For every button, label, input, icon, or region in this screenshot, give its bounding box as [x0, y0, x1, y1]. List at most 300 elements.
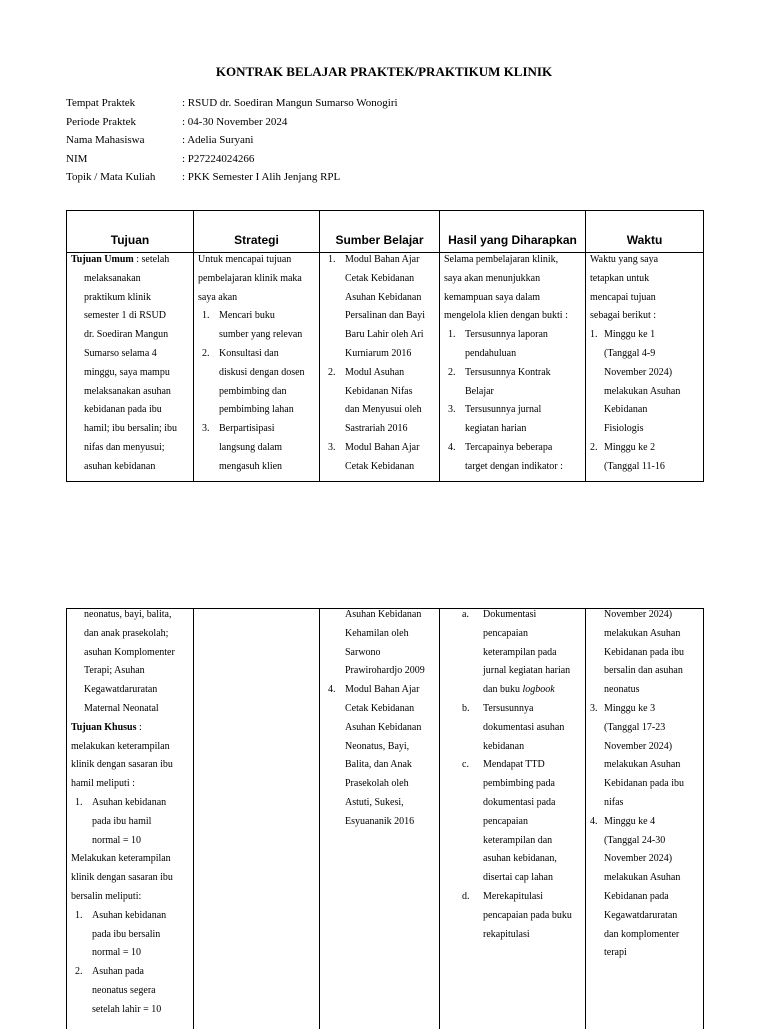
tujuan-line: [71, 364, 191, 383]
text-span: Baru Lahir oleh Ari: [345, 329, 424, 341]
hasil-subitem-line: [444, 606, 583, 625]
text-span: Minggu ke 3: [604, 702, 656, 714]
text-span: dokumentasi pada: [483, 796, 556, 808]
tujuan-item-line: [71, 1001, 191, 1020]
text-span: Kurniarum 2016: [345, 347, 412, 359]
cell-tujuan: [71, 251, 191, 477]
waktu-intro-line: [590, 270, 701, 289]
item-number: 1.: [328, 254, 336, 265]
column-waktu: [586, 211, 703, 481]
sumber-item-line: [324, 775, 437, 794]
text-span: kemampuan saya dalam: [444, 291, 541, 303]
item-number: 3.: [590, 702, 598, 714]
text-span: Dokumentasi: [483, 609, 537, 620]
info-value: : Adelia Suryani: [182, 134, 254, 147]
hasil-subitem-line: [444, 926, 583, 945]
text-span: (Tanggal 17-23: [604, 721, 666, 733]
hasil-subitem-line: [444, 907, 583, 926]
text-span: Esyuananik 2016: [345, 815, 415, 827]
text-span: asuhan kebidanan,: [483, 853, 557, 865]
item-number: 1.: [75, 909, 83, 921]
waktu-item-line: [590, 869, 701, 888]
column-strategi: [194, 211, 320, 481]
item-number: 2.: [590, 441, 598, 453]
text-span: melakukan Asuhan: [604, 872, 681, 884]
text-span: melakukan Asuhan: [604, 385, 681, 397]
text-span: Tersusunnya laporan: [465, 329, 548, 341]
text-span: : setelah: [133, 254, 170, 265]
text-span: Kebidanan Nifas: [345, 385, 413, 397]
hasil-subitem-line: [444, 888, 583, 907]
waktu-item-line: [590, 420, 701, 439]
sumber-item-line: [324, 681, 437, 700]
waktu-item-line: [590, 756, 701, 775]
text-span: Sarwono: [345, 646, 381, 658]
text-span: sebagai berikut :: [590, 310, 657, 322]
info-row-periode: [66, 113, 398, 132]
info-label: NIM: [66, 152, 88, 165]
sumber-item-line: [324, 756, 437, 775]
text-span: Asuhan Kebidanan: [345, 291, 422, 303]
item-number: 4.: [590, 815, 598, 827]
text-span: Sumarso selama 4: [84, 347, 157, 359]
tujuan-line: [71, 307, 191, 326]
text-span: mencapai tujuan: [590, 291, 656, 303]
text-span: melakukan Asuhan: [604, 627, 681, 639]
text-span: Tersusunnya: [483, 702, 534, 714]
text-span: mengasuh klien: [219, 460, 283, 472]
waktu-line: [590, 625, 701, 644]
tujuan-khusus-line: [71, 775, 191, 794]
info-value: : PKK Semester I Alih Jenjang RPL: [182, 171, 341, 184]
info-label: Periode Praktek: [66, 115, 136, 128]
text-span: November 2024): [604, 740, 673, 752]
info-label: Topik / Mata Kuliah: [66, 171, 156, 184]
item-number: 3.: [202, 423, 210, 435]
hasil-intro-line: [444, 270, 583, 289]
item-number: 2.: [202, 347, 210, 359]
text-span: Berpartisipasi: [219, 423, 275, 435]
text-span: keterampilan dan: [483, 834, 553, 846]
text-span: kebidanan pada ibu: [84, 404, 162, 416]
text-span: Kehamilan oleh: [345, 627, 409, 639]
text-span: keterampilan pada: [483, 646, 557, 658]
cell-waktu: [590, 251, 701, 477]
waktu-item-line: [590, 944, 701, 963]
tujuan-item-line: [71, 963, 191, 982]
strategi-item-line: [198, 307, 317, 326]
hasil-item-line: [444, 383, 583, 402]
waktu-item-line: [590, 813, 701, 832]
hasil-subitem-line: [444, 850, 583, 869]
hasil-subitem-line: [444, 794, 583, 813]
info-block: [66, 94, 398, 187]
text-span: pencapaian: [483, 815, 528, 827]
text-span: Mendapat TTD: [483, 759, 545, 771]
hasil-item-line: [444, 439, 583, 458]
item-number: 4.: [448, 441, 456, 453]
text-span: jurnal kegiatan harian: [483, 665, 571, 677]
text-span: Asuhan kebidanan: [92, 909, 167, 921]
text-span: melakukan keterampilan: [71, 740, 170, 752]
text-span: nifas: [604, 796, 624, 808]
cell-hasil: [444, 251, 583, 477]
hasil-subitem-line: [444, 719, 583, 738]
hasil-subitem-line: [444, 700, 583, 719]
text-span: Tujuan Umum: [71, 254, 134, 265]
hasil-subitem-line: [444, 644, 583, 663]
text-span: Untuk mencapai tujuan: [198, 254, 292, 265]
tujuan-line: [71, 681, 191, 700]
hasil-subitem-line: [444, 738, 583, 757]
waktu-item-line: [590, 401, 701, 420]
sumber-item-line: [324, 719, 437, 738]
text-span: Minggu ke 4: [604, 815, 656, 827]
text-span: Asuhan pada: [92, 966, 144, 978]
text-span: Modul Bahan Ajar: [345, 441, 420, 453]
item-number: 1.: [202, 310, 210, 322]
text-span: asuhan kebidanan: [84, 460, 156, 472]
hasil-intro-line: [444, 307, 583, 326]
text-span: saya akan menunjukkan: [444, 272, 541, 284]
text-span: Tercapainya beberapa: [465, 441, 553, 453]
text-span: klinik dengan sasaran ibu: [71, 872, 173, 884]
info-row-topik: [66, 168, 398, 187]
text-span: Belajar: [465, 385, 494, 397]
hasil-subitem-line: [444, 832, 583, 851]
column-strategi: [194, 609, 320, 1029]
item-number: 2.: [448, 366, 456, 378]
waktu-intro-line: [590, 289, 701, 308]
waktu-item-line: [590, 458, 701, 477]
item-number: b.: [462, 702, 470, 714]
text-span: Konsultasi dan: [219, 347, 279, 359]
item-number: 2.: [328, 366, 336, 378]
text-span: Kegawatdaruratan: [604, 909, 678, 921]
waktu-item-line: [590, 326, 701, 345]
tujuan-line: [71, 625, 191, 644]
waktu-item-line: [590, 775, 701, 794]
text-span: neonatus: [604, 684, 640, 696]
waktu-item-line: [590, 850, 701, 869]
text-span: semester 1 di RSUD: [84, 310, 166, 322]
info-label: Nama Mahasiswa: [66, 134, 145, 147]
item-number: d.: [462, 890, 470, 902]
item-number: a.: [462, 609, 469, 620]
hasil-item-line: [444, 401, 583, 420]
header-hasil: Hasil yang Diharapkan: [448, 233, 577, 247]
text-span: pada ibu hamil: [92, 815, 152, 827]
waktu-item-line: [590, 700, 701, 719]
hasil-subitem-line: [444, 756, 583, 775]
strategi-item-line: [198, 439, 317, 458]
item-number: 2.: [75, 966, 83, 978]
text-span: nifas dan menyusui;: [84, 441, 165, 453]
text-span: klinik dengan sasaran ibu: [71, 759, 173, 771]
text-span: Kebidanan pada: [604, 890, 669, 902]
hasil-intro-line: [444, 251, 583, 270]
cell-waktu: [590, 606, 701, 963]
waktu-item-line: [590, 719, 701, 738]
sumber-line: [324, 662, 437, 681]
text-span: bersalin meliputi:: [71, 890, 142, 902]
text-span: Prasekolah oleh: [345, 778, 409, 790]
tujuan-line: [71, 420, 191, 439]
hasil-item-line: [444, 364, 583, 383]
tujuan-line: [71, 289, 191, 308]
column-sumber-belajar: [320, 211, 440, 481]
sumber-line: [324, 625, 437, 644]
text-span: Maternal Neonatal: [84, 702, 159, 714]
learning-contract-table-page1: [66, 210, 704, 482]
text-span: Minggu ke 2: [604, 441, 656, 453]
tujuan-line: [71, 326, 191, 345]
text-span: neonatus segera: [92, 984, 156, 996]
text-span: mengelola klien dengan bukti :: [444, 310, 568, 322]
item-number: 1.: [75, 796, 83, 808]
strategi-item-line: [198, 458, 317, 477]
hasil-intro-line: [444, 289, 583, 308]
strategi-intro-line: [198, 270, 317, 289]
sumber-item-line: [324, 307, 437, 326]
item-number: 3.: [328, 441, 336, 453]
hasil-subitem-line: [444, 662, 583, 681]
text-span: pembimbing dan: [219, 385, 287, 397]
column-tujuan: [67, 609, 194, 1029]
hasil-subitem-line: [444, 775, 583, 794]
text-span: Terapi; Asuhan: [84, 665, 145, 677]
sumber-item-line: [324, 420, 437, 439]
text-span: dokumentasi asuhan: [483, 721, 565, 733]
info-value: : RSUD dr. Soediran Mangun Sumarso Wonogiri: [182, 97, 398, 109]
text-span: (Tanggal 24-30: [604, 834, 666, 846]
hasil-subitem-line: [444, 625, 583, 644]
text-span: setelah lahir = 10: [92, 1003, 162, 1015]
text-span: dan anak prasekolah;: [84, 627, 169, 639]
info-row-nama: [66, 131, 398, 150]
info-row-tempat: [66, 94, 398, 113]
waktu-item-line: [590, 345, 701, 364]
text-span: Melakukan keterampilan: [71, 853, 171, 865]
text-span: rekapitulasi: [483, 928, 530, 940]
text-span: pencapaian: [483, 627, 528, 639]
sumber-line: [324, 606, 437, 625]
waktu-item-line: [590, 383, 701, 402]
waktu-item-line: [590, 794, 701, 813]
tujuan-item-line: [71, 813, 191, 832]
strategi-item-line: [198, 383, 317, 402]
tujuan-line: [71, 644, 191, 663]
text-span: dan komplomenter: [604, 928, 680, 940]
strategi-item-line: [198, 401, 317, 420]
sumber-item-line: [324, 813, 437, 832]
text-span: Astuti, Sukesi,: [345, 796, 404, 808]
text-span: pada ibu bersalin: [92, 928, 161, 940]
learning-contract-table-page2: [66, 608, 704, 1029]
text-span: melaksanakan: [84, 272, 141, 284]
text-span: Fisiologis: [604, 423, 644, 435]
hasil-subitem-line: [444, 869, 583, 888]
text-span: Cetak Kebidanan: [345, 460, 415, 472]
sumber-item-line: [324, 439, 437, 458]
sumber-item-line: [324, 289, 437, 308]
text-span: dr. Soediran Mangun: [84, 329, 169, 341]
sumber-item-line: [324, 251, 437, 270]
tujuan-line: [71, 270, 191, 289]
tujuan-khusus-line: [71, 719, 191, 738]
text-span: Cetak Kebidanan: [345, 702, 415, 714]
tujuan-line: [71, 383, 191, 402]
waktu-line: [590, 681, 701, 700]
cell-strategi: [198, 251, 317, 477]
document-title: KONTRAK BELAJAR PRAKTEK/PRAKTIKUM KLINIK: [215, 64, 553, 79]
tujuan-line: [71, 458, 191, 477]
info-label: Tempat Praktek: [66, 97, 136, 109]
tujuan-item-line: [71, 794, 191, 813]
item-number: 1.: [590, 329, 598, 341]
waktu-line: [590, 662, 701, 681]
hasil-item-line: [444, 458, 583, 477]
text-span: Prawirohardjo 2009: [345, 665, 425, 677]
text-span: tetapkan untuk: [590, 272, 650, 284]
text-span: November 2024): [604, 609, 673, 620]
text-span: Balita, dan Anak: [345, 759, 412, 771]
text-span: target dengan indikator :: [465, 460, 563, 472]
sumber-item-line: [324, 401, 437, 420]
hasil-item-line: [444, 420, 583, 439]
text-span: Kegawatdaruratan: [84, 684, 158, 696]
header-strategi: Strategi: [234, 233, 279, 247]
text-span: Tujuan Khusus: [71, 721, 137, 733]
tujuan-line: [71, 345, 191, 364]
text-span: bersalin dan asuhan: [604, 665, 683, 677]
strategi-item-line: [198, 326, 317, 345]
text-span: Minggu ke 1: [604, 329, 656, 341]
text-span: Waktu yang saya: [590, 254, 659, 265]
text-span: kegiatan harian: [465, 423, 527, 435]
tujuan-khusus-line: [71, 738, 191, 757]
hasil-subitem-line: [444, 681, 583, 700]
text-span: Kebidanan pada ibu: [604, 778, 684, 790]
text-span: sumber yang relevan: [219, 329, 303, 341]
sumber-item-line: [324, 345, 437, 364]
waktu-intro-line: [590, 251, 701, 270]
text-span: normal = 10: [92, 947, 141, 959]
text-span: :: [136, 721, 142, 733]
tujuan-line: [71, 888, 191, 907]
waktu-line: [590, 644, 701, 663]
text-span: Modul Bahan Ajar: [345, 254, 420, 265]
text-span: Kebidanan pada ibu: [604, 646, 684, 658]
text-span: normal = 10: [92, 834, 141, 846]
waktu-item-line: [590, 439, 701, 458]
info-row-nim: [66, 150, 398, 169]
sumber-item-line: [324, 700, 437, 719]
text-span: pembelajaran klinik maka: [198, 272, 302, 284]
text-span: Neonatus, Bayi,: [345, 740, 410, 752]
text-span: minggu, saya mampu: [84, 366, 170, 378]
info-value: : P27224024266: [182, 152, 255, 165]
header-tujuan: Tujuan: [110, 233, 150, 247]
sumber-item-line: [324, 383, 437, 402]
info-value: : 04-30 November 2024: [182, 115, 288, 128]
text-span: neonatus, bayi, balita,: [84, 609, 172, 620]
sumber-item-line: [324, 458, 437, 477]
text-span: Sastrariah 2016: [345, 423, 408, 435]
text-span: Asuhan kebidanan: [92, 796, 167, 808]
text-span: pencapaian pada buku: [483, 909, 572, 921]
column-hasil: [440, 609, 586, 1029]
text-span: Tersusunnya jurnal: [465, 404, 542, 416]
text-span: hamil; ibu bersalin; ibu: [84, 423, 178, 435]
text-span: praktikum klinik: [84, 291, 151, 303]
text-span: pembimbing lahan: [219, 404, 294, 416]
text-span: diskusi dengan dosen: [219, 366, 305, 378]
sumber-item-line: [324, 364, 437, 383]
text-span: langsung dalam: [219, 441, 283, 453]
tujuan-line: [71, 850, 191, 869]
strategi-item-line: [198, 345, 317, 364]
text-span: Cetak Kebidanan: [345, 272, 415, 284]
waktu-item-line: [590, 888, 701, 907]
sumber-line: [324, 644, 437, 663]
tujuan-item-line: [71, 944, 191, 963]
text-span: (Tanggal 4-9: [604, 347, 656, 359]
cell-tujuan: [71, 606, 191, 1020]
header-sumber-belajar: Sumber Belajar: [335, 233, 424, 247]
text-span: Kebidanan: [604, 404, 648, 416]
sumber-item-line: [324, 270, 437, 289]
item-number: 3.: [448, 404, 456, 416]
tujuan-umum-line: [71, 251, 191, 270]
tujuan-item-line: [71, 982, 191, 1001]
text-span: Selama pembelajaran klinik,: [444, 254, 559, 265]
text-span: Merekapitulasi: [483, 890, 543, 902]
column-sumber-belajar: [320, 609, 440, 1029]
text-span: Modul Bahan Ajar: [345, 684, 420, 696]
tujuan-item-line: [71, 907, 191, 926]
text-span: November 2024): [604, 366, 673, 378]
text-span: pendahuluan: [465, 347, 517, 359]
item-number: 4.: [328, 684, 336, 696]
text-span: (Tanggal 11-16: [604, 460, 665, 472]
header-waktu: Waktu: [626, 233, 663, 247]
sumber-item-line: [324, 738, 437, 757]
text-span: Tersusunnya Kontrak: [465, 366, 551, 378]
text-span: Modul Asuhan: [345, 366, 405, 378]
tujuan-item-line: [71, 832, 191, 851]
text-span: Persalinan dan Bayi: [345, 310, 425, 322]
cell-hasil: [444, 606, 583, 944]
waktu-item-line: [590, 926, 701, 945]
text-span: Mencari buku: [219, 310, 275, 322]
text-span: melakukan Asuhan: [604, 759, 681, 771]
tujuan-khusus-line: [71, 756, 191, 775]
tujuan-item-line: [71, 926, 191, 945]
text-span: hamil meliputi :: [71, 778, 135, 790]
text-span: logbook: [522, 684, 555, 696]
column-hasil: [440, 211, 586, 481]
waktu-item-line: [590, 364, 701, 383]
tujuan-line: [71, 401, 191, 420]
waktu-item-line: [590, 832, 701, 851]
waktu-intro-line: [590, 307, 701, 326]
strategi-item-line: [198, 364, 317, 383]
sumber-item-line: [324, 794, 437, 813]
column-tujuan: [67, 211, 194, 481]
item-number: 1.: [448, 329, 456, 341]
tujuan-line: [71, 700, 191, 719]
